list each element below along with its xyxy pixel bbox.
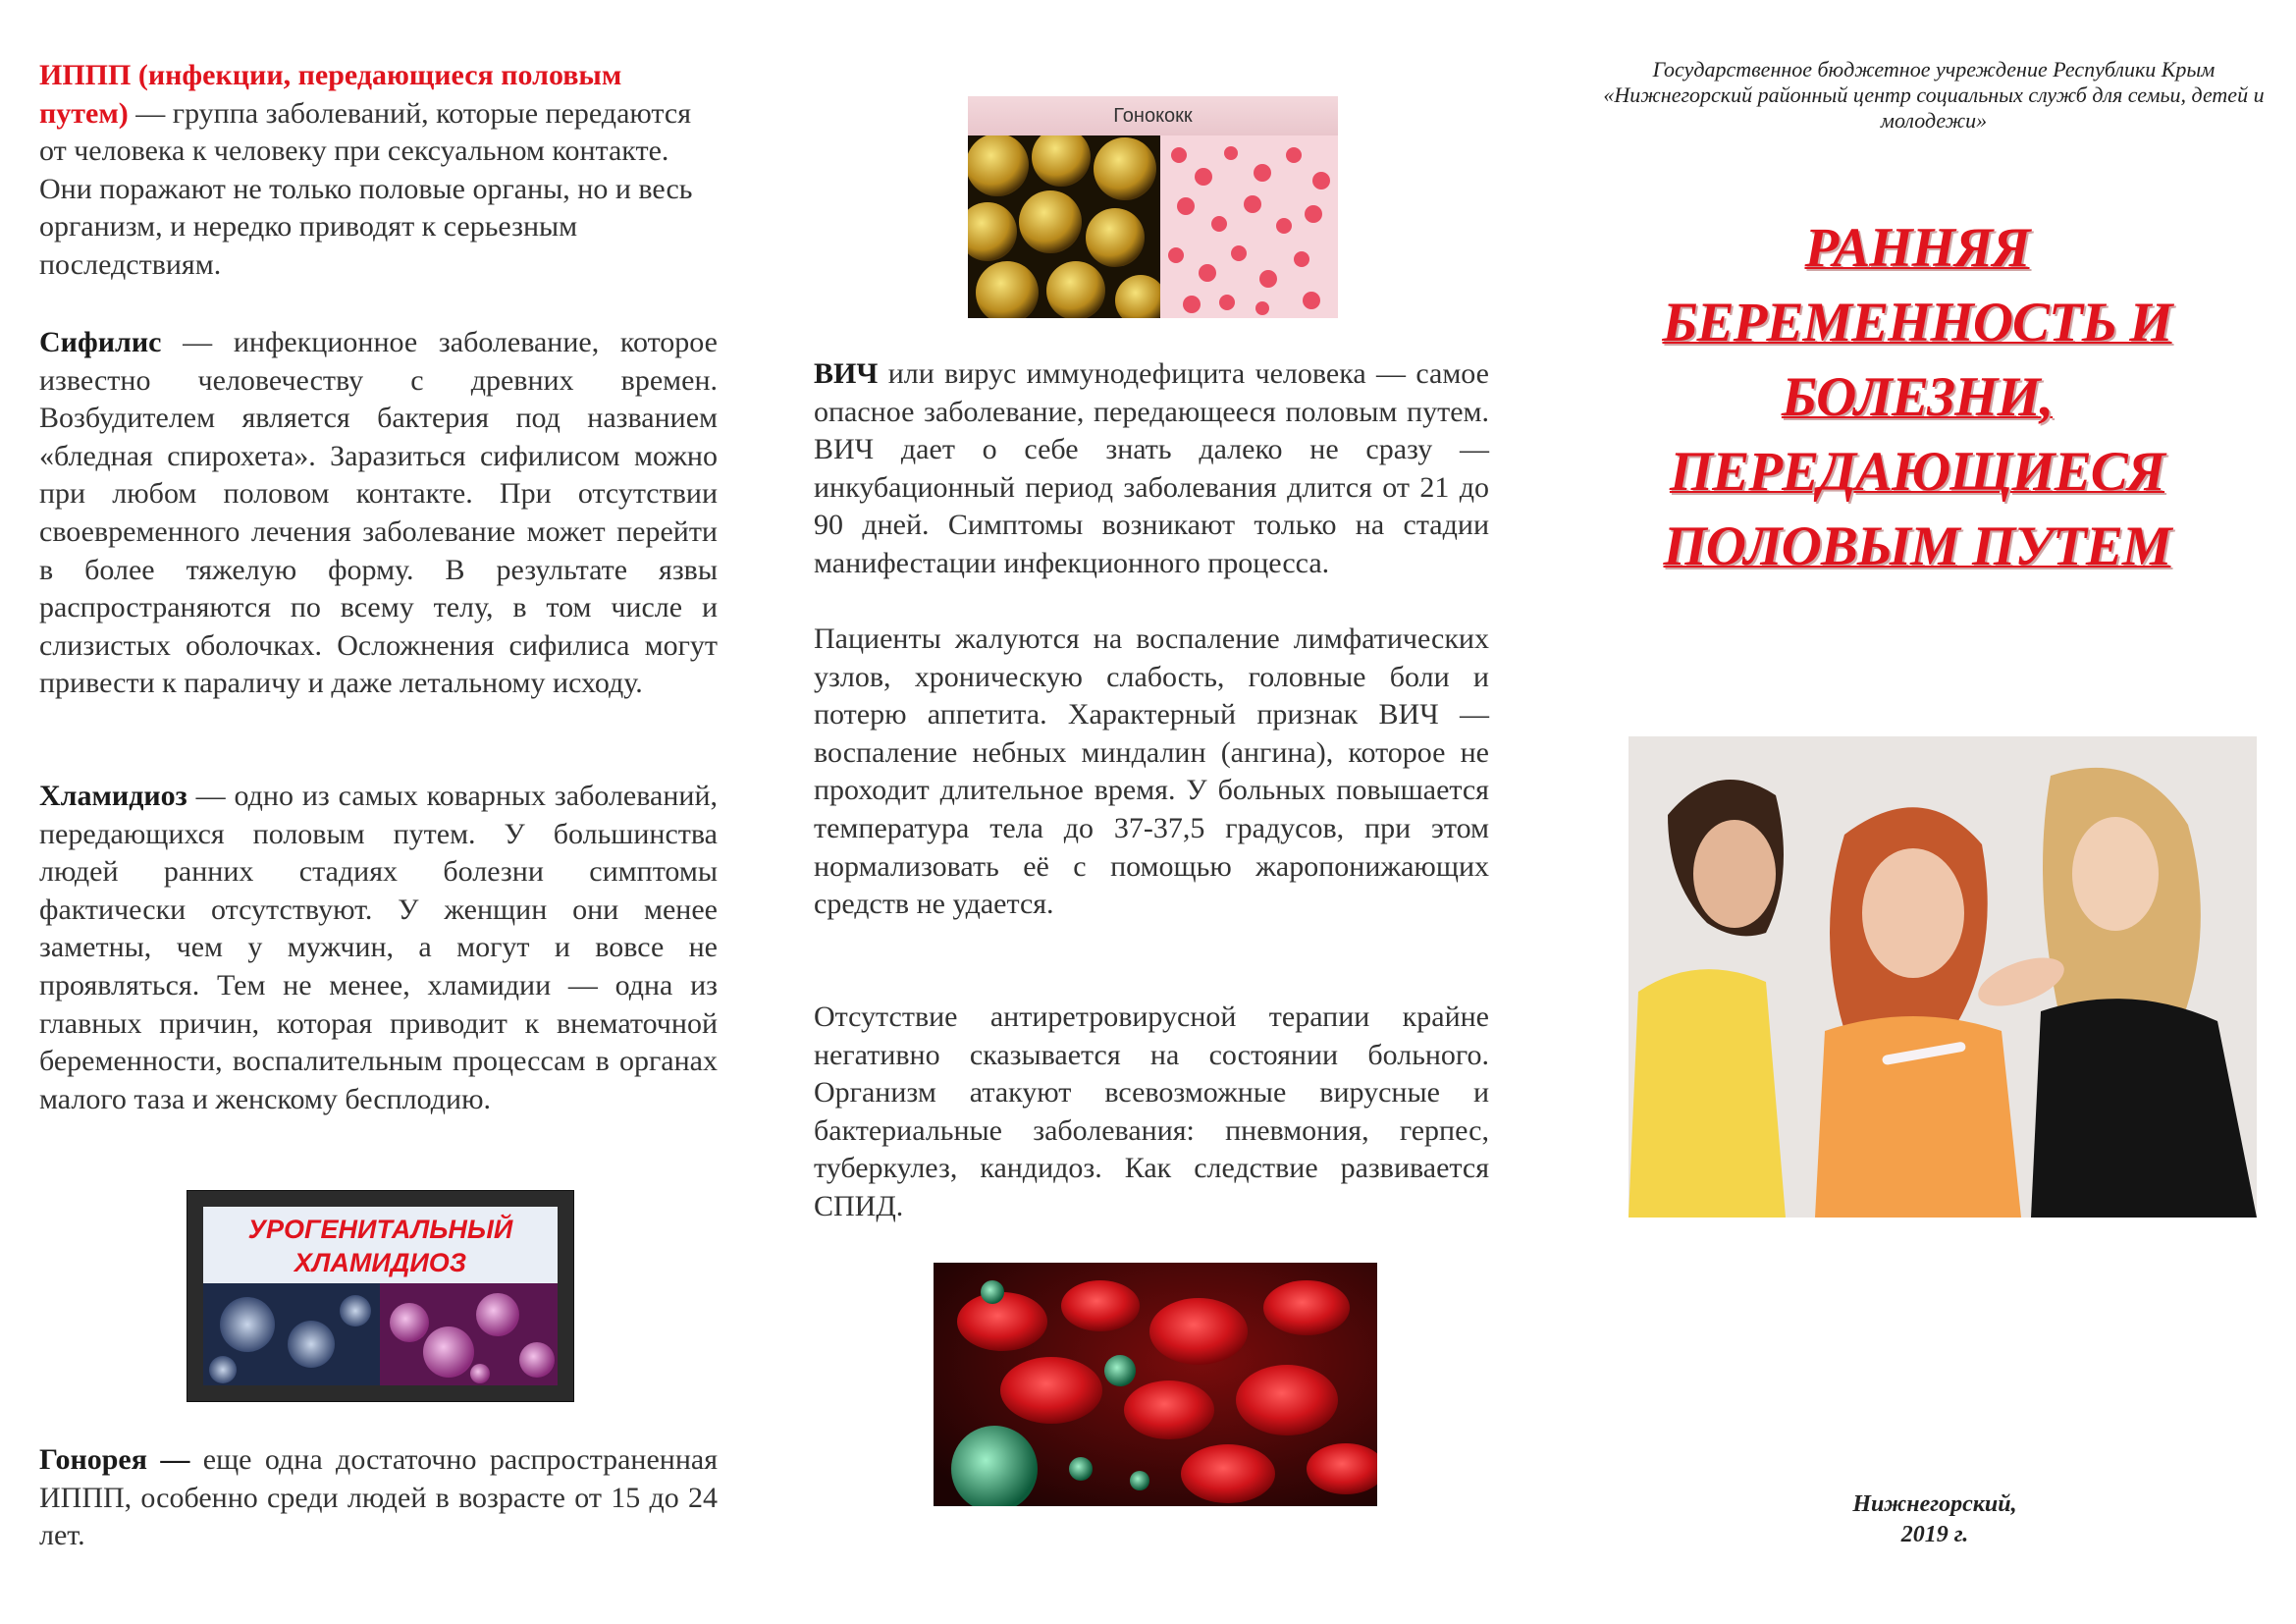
org-line-2: «Нижнегорский районный центр социальных служб для семьи, детей и молодежи»: [1603, 82, 2265, 133]
hiv-paragraph-2: Пациенты жалуются на воспаление лимфатических узлов, хроническую слабость, головные боли и потерю аппетита. Характерный признак ВИЧ — воспаление небных миндалин (ангина), которое не проходит длительное время. У больных повышается температура тела до 37-37,5 градусов, при этом нормализовать её с помощью жаропонижающих средств не удается.: [814, 623, 1489, 921]
hiv-paragraph-1: [814, 355, 1489, 583]
syphilis-paragraph: [39, 324, 718, 703]
ippp-paragraph: [39, 57, 718, 285]
footer-city: Нижнегорский,: [1852, 1491, 2017, 1517]
chlamydia-term: Хламидиоз: [39, 780, 187, 812]
org-line-1: Государственное бюджетное учреждение Республики Крым: [1652, 57, 2216, 81]
gonococcus-image: [968, 96, 1338, 318]
blood-cells-image: [934, 1263, 1377, 1506]
syphilis-text: — инфекционное заболевание, которое известно человечеству с древних времен. Возбудителем является бактерия под названием «бледная спирохета». Заразиться сифилисом можно при любом половом контакте. При отсутствии своевременного лечения заболевание может перейти в более тяжелую форму. В результате язвы распространяются по всему телу, в том числе и слизистых оболочках. Осложнения сифилиса могут привести к параличу и даже летальному исходу.: [39, 326, 718, 700]
cover-title: РАННЯЯ БЕРЕМЕННОСТЬ И БОЛЕЗНИ, ПЕРЕДАЮЩИЕСЯ ПОЛОВЫМ ПУТЕМ: [1662, 217, 2172, 577]
gonorrhea-paragraph: [39, 1441, 718, 1555]
chlamydia-text: — одно из самых коварных заболеваний, передающихся половым путем. У большинства людей ранних стадиях болезни симптомы фактически отсутствуют. У женщин они менее заметны, чем у мужчин, а могут и вовсе не проявляться. Тем не менее, хламидии — одна из главных причин, которая приводит к внематочной беременности, воспалительным процессам в органах малого таза и женскому бесплодию.: [39, 780, 718, 1115]
chlamydia-image: [187, 1190, 574, 1402]
chlamydia-image-title: УРОГЕНИТАЛЬНЫЙ ХЛАМИДИОЗ: [203, 1207, 558, 1283]
chlamydia-paragraph: [39, 778, 718, 1118]
cover-photo: [1629, 736, 2257, 1218]
hiv-term: ВИЧ: [814, 357, 879, 390]
gonorrhea-term: Гонорея —: [39, 1443, 190, 1476]
syphilis-term: Сифилис: [39, 326, 162, 358]
gonococcus-image-title: Гонококк: [968, 96, 1338, 135]
footer-year: 2019 г.: [1900, 1522, 1969, 1547]
ippp-text: — группа заболеваний, которые передаются от человека к человеку при сексуальном контакте. Они поражают не только половые органы, но и весь организм, и нередко приводят к серьезным последствиям.: [39, 96, 693, 281]
three-girls-photo-icon: [1629, 736, 2257, 1218]
hiv-paragraph-3: Отсутствие антиретровирусной терапии крайне негативно сказывается на состоянии больного. Организм атакуют всевозможные вирусные и бактериальные заболевания: пневмония, герпес, туберкулез, кандидоз. Как следствие развивается СПИД.: [814, 1001, 1489, 1222]
chlamydia-photo-icon: [203, 1283, 558, 1385]
hiv-text-1: или вирус иммунодефицита человека — самое опасное заболевание, передающееся половым путем. ВИЧ дает о себе знать далеко не сразу — инкубационный период заболевания длится от 21 до 90 дней. Симптомы возникают только на стадии манифестации инфекционного процесса.: [814, 357, 1489, 579]
ippp-term: ИППП (инфекции, передающиеся половым путем): [39, 59, 622, 130]
gonococcus-photo-icon: [968, 135, 1338, 318]
gonorrhea-text: еще одна достаточно распространенная ИППП, особенно среди людей в возрасте от 15 до 24 лет.: [39, 1443, 719, 1552]
blood-cells-virus-photo-icon: [934, 1263, 1377, 1506]
